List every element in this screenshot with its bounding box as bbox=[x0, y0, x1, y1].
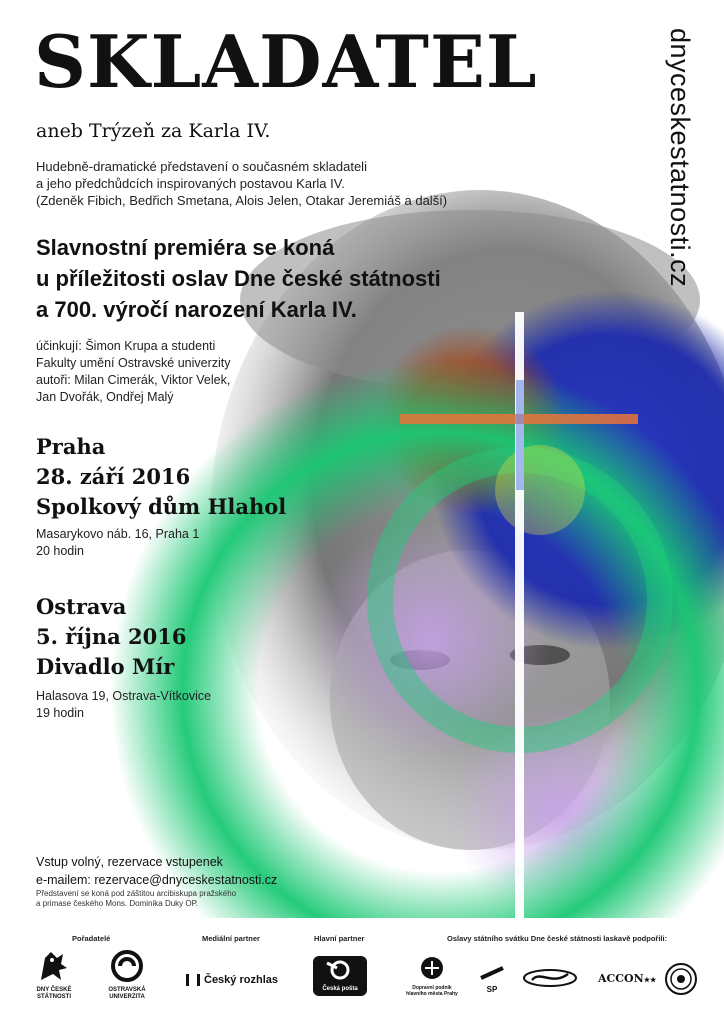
premiere-line: a 700. výročí narození Karla IV. bbox=[36, 297, 357, 322]
show-description bbox=[36, 158, 447, 209]
organizers-label: Pořadatelé bbox=[72, 934, 111, 943]
cesky-rozhlas-logo bbox=[186, 974, 278, 986]
script-wordmark-icon bbox=[522, 968, 578, 988]
credits-line: Jan Dvořák, Ondřej Malý bbox=[36, 390, 174, 404]
ticket-email: e-mailem: rezervace@dnyceskestatnosti.cz bbox=[36, 873, 278, 887]
premiere-announcement bbox=[36, 232, 441, 325]
website-vertical-text: dnyceskestatnosti.cz bbox=[665, 28, 695, 288]
performance-date: 28. září 2016 bbox=[36, 464, 191, 489]
ou-logo-text: UNIVERZITA bbox=[109, 994, 145, 1000]
dpp-emblem-icon bbox=[418, 956, 446, 980]
performance-time: 20 hodin bbox=[36, 544, 84, 558]
ostravska-univerzita-logo bbox=[102, 950, 152, 1001]
posta-logo-text: Česká pošta bbox=[322, 986, 358, 992]
premiere-line: Slavnostní premiéra se koná bbox=[36, 235, 335, 260]
website-vertical bbox=[664, 28, 704, 298]
performance-city: Praha bbox=[36, 434, 106, 459]
supporters-label: Oslavy státního svátku Dne české státnosti laskavě podpořili: bbox=[447, 934, 668, 943]
university-emblem-icon bbox=[111, 950, 143, 982]
sp-logo-text: SP bbox=[486, 985, 498, 994]
media-partner-label: Mediální partner bbox=[202, 934, 260, 943]
credits bbox=[36, 338, 231, 406]
performance-address: Halasova 19, Ostrava-Vítkovice bbox=[36, 689, 212, 703]
sponsor-script-logo bbox=[522, 968, 578, 993]
performance-praha bbox=[36, 432, 286, 522]
lion-icon bbox=[37, 950, 71, 982]
patronage-line: Představení se koná pod záštitou arcibiskupa pražského bbox=[36, 889, 237, 898]
performance-city: Ostrava bbox=[36, 594, 127, 619]
patronage-note bbox=[36, 889, 236, 909]
premiere-line: u příležitosti oslav Dne české státnosti bbox=[36, 266, 441, 291]
sp-emblem-icon bbox=[479, 966, 505, 980]
sp-logo bbox=[478, 966, 506, 994]
dopravni-podnik-logo bbox=[398, 956, 466, 997]
credits-line: autoři: Milan Cimerák, Viktor Velek, bbox=[36, 373, 231, 387]
ticket-line: Vstup volný, rezervace vstupenek bbox=[36, 855, 223, 869]
dny-logo-text: STÁTNOSTI bbox=[37, 994, 71, 1000]
dpp-logo-text: hlavního města Prahy bbox=[406, 991, 458, 997]
accon-logo bbox=[598, 972, 656, 985]
ticket-info bbox=[36, 853, 277, 889]
seal-logo bbox=[664, 962, 698, 1001]
patronage-line: a primase českého Mons. Dominika Duky OP. bbox=[36, 899, 199, 908]
performance-praha-details bbox=[36, 526, 199, 560]
ceska-posta-logo bbox=[313, 956, 367, 996]
credits-line: Fakulty umění Ostravské univerzity bbox=[36, 356, 231, 370]
rozhlas-logo-text: Český rozhlas bbox=[204, 974, 278, 986]
performance-date: 5. října 2016 bbox=[36, 624, 187, 649]
poster-title: SKLADATEL bbox=[34, 19, 538, 104]
credits-line: účinkují: Šimon Krupa a studenti bbox=[36, 339, 216, 353]
performance-ostrava-details bbox=[36, 688, 211, 722]
description-line: (Zdeněk Fibich, Bedřich Smetana, Alois Jelen, Otakar Jeremiáš a další) bbox=[36, 193, 448, 208]
ou-logo-text: OSTRAVSKÁ bbox=[108, 987, 146, 993]
round-seal-icon bbox=[664, 962, 698, 996]
dny-ceske-statnosti-logo bbox=[32, 950, 76, 1001]
description-line: Hudebně-dramatické představení o současném skladateli bbox=[36, 159, 367, 174]
performance-venue: Spolkový dům Hlahol bbox=[36, 494, 287, 519]
rozhlas-bars-icon bbox=[186, 974, 200, 986]
performance-ostrava bbox=[36, 592, 187, 682]
accon-logo-text: ACCON bbox=[598, 972, 644, 985]
post-horn-icon bbox=[325, 959, 355, 981]
performance-venue: Divadlo Mír bbox=[36, 654, 175, 679]
dpp-logo-text: Dopravní podnik bbox=[412, 985, 452, 991]
description-line: a jeho předchůdcích inspirovaných postavou Karla IV. bbox=[36, 176, 345, 191]
performance-address: Masarykovo náb. 16, Praha 1 bbox=[36, 527, 200, 541]
poster-subtitle: aneb Trýzeň za Karla IV. bbox=[36, 120, 271, 142]
dny-logo-text: DNY ČESKÉ bbox=[36, 987, 72, 993]
performance-time: 19 hodin bbox=[36, 706, 84, 720]
main-partner-label: Hlavní partner bbox=[314, 934, 365, 943]
stars-icon: ★★ bbox=[643, 975, 657, 984]
